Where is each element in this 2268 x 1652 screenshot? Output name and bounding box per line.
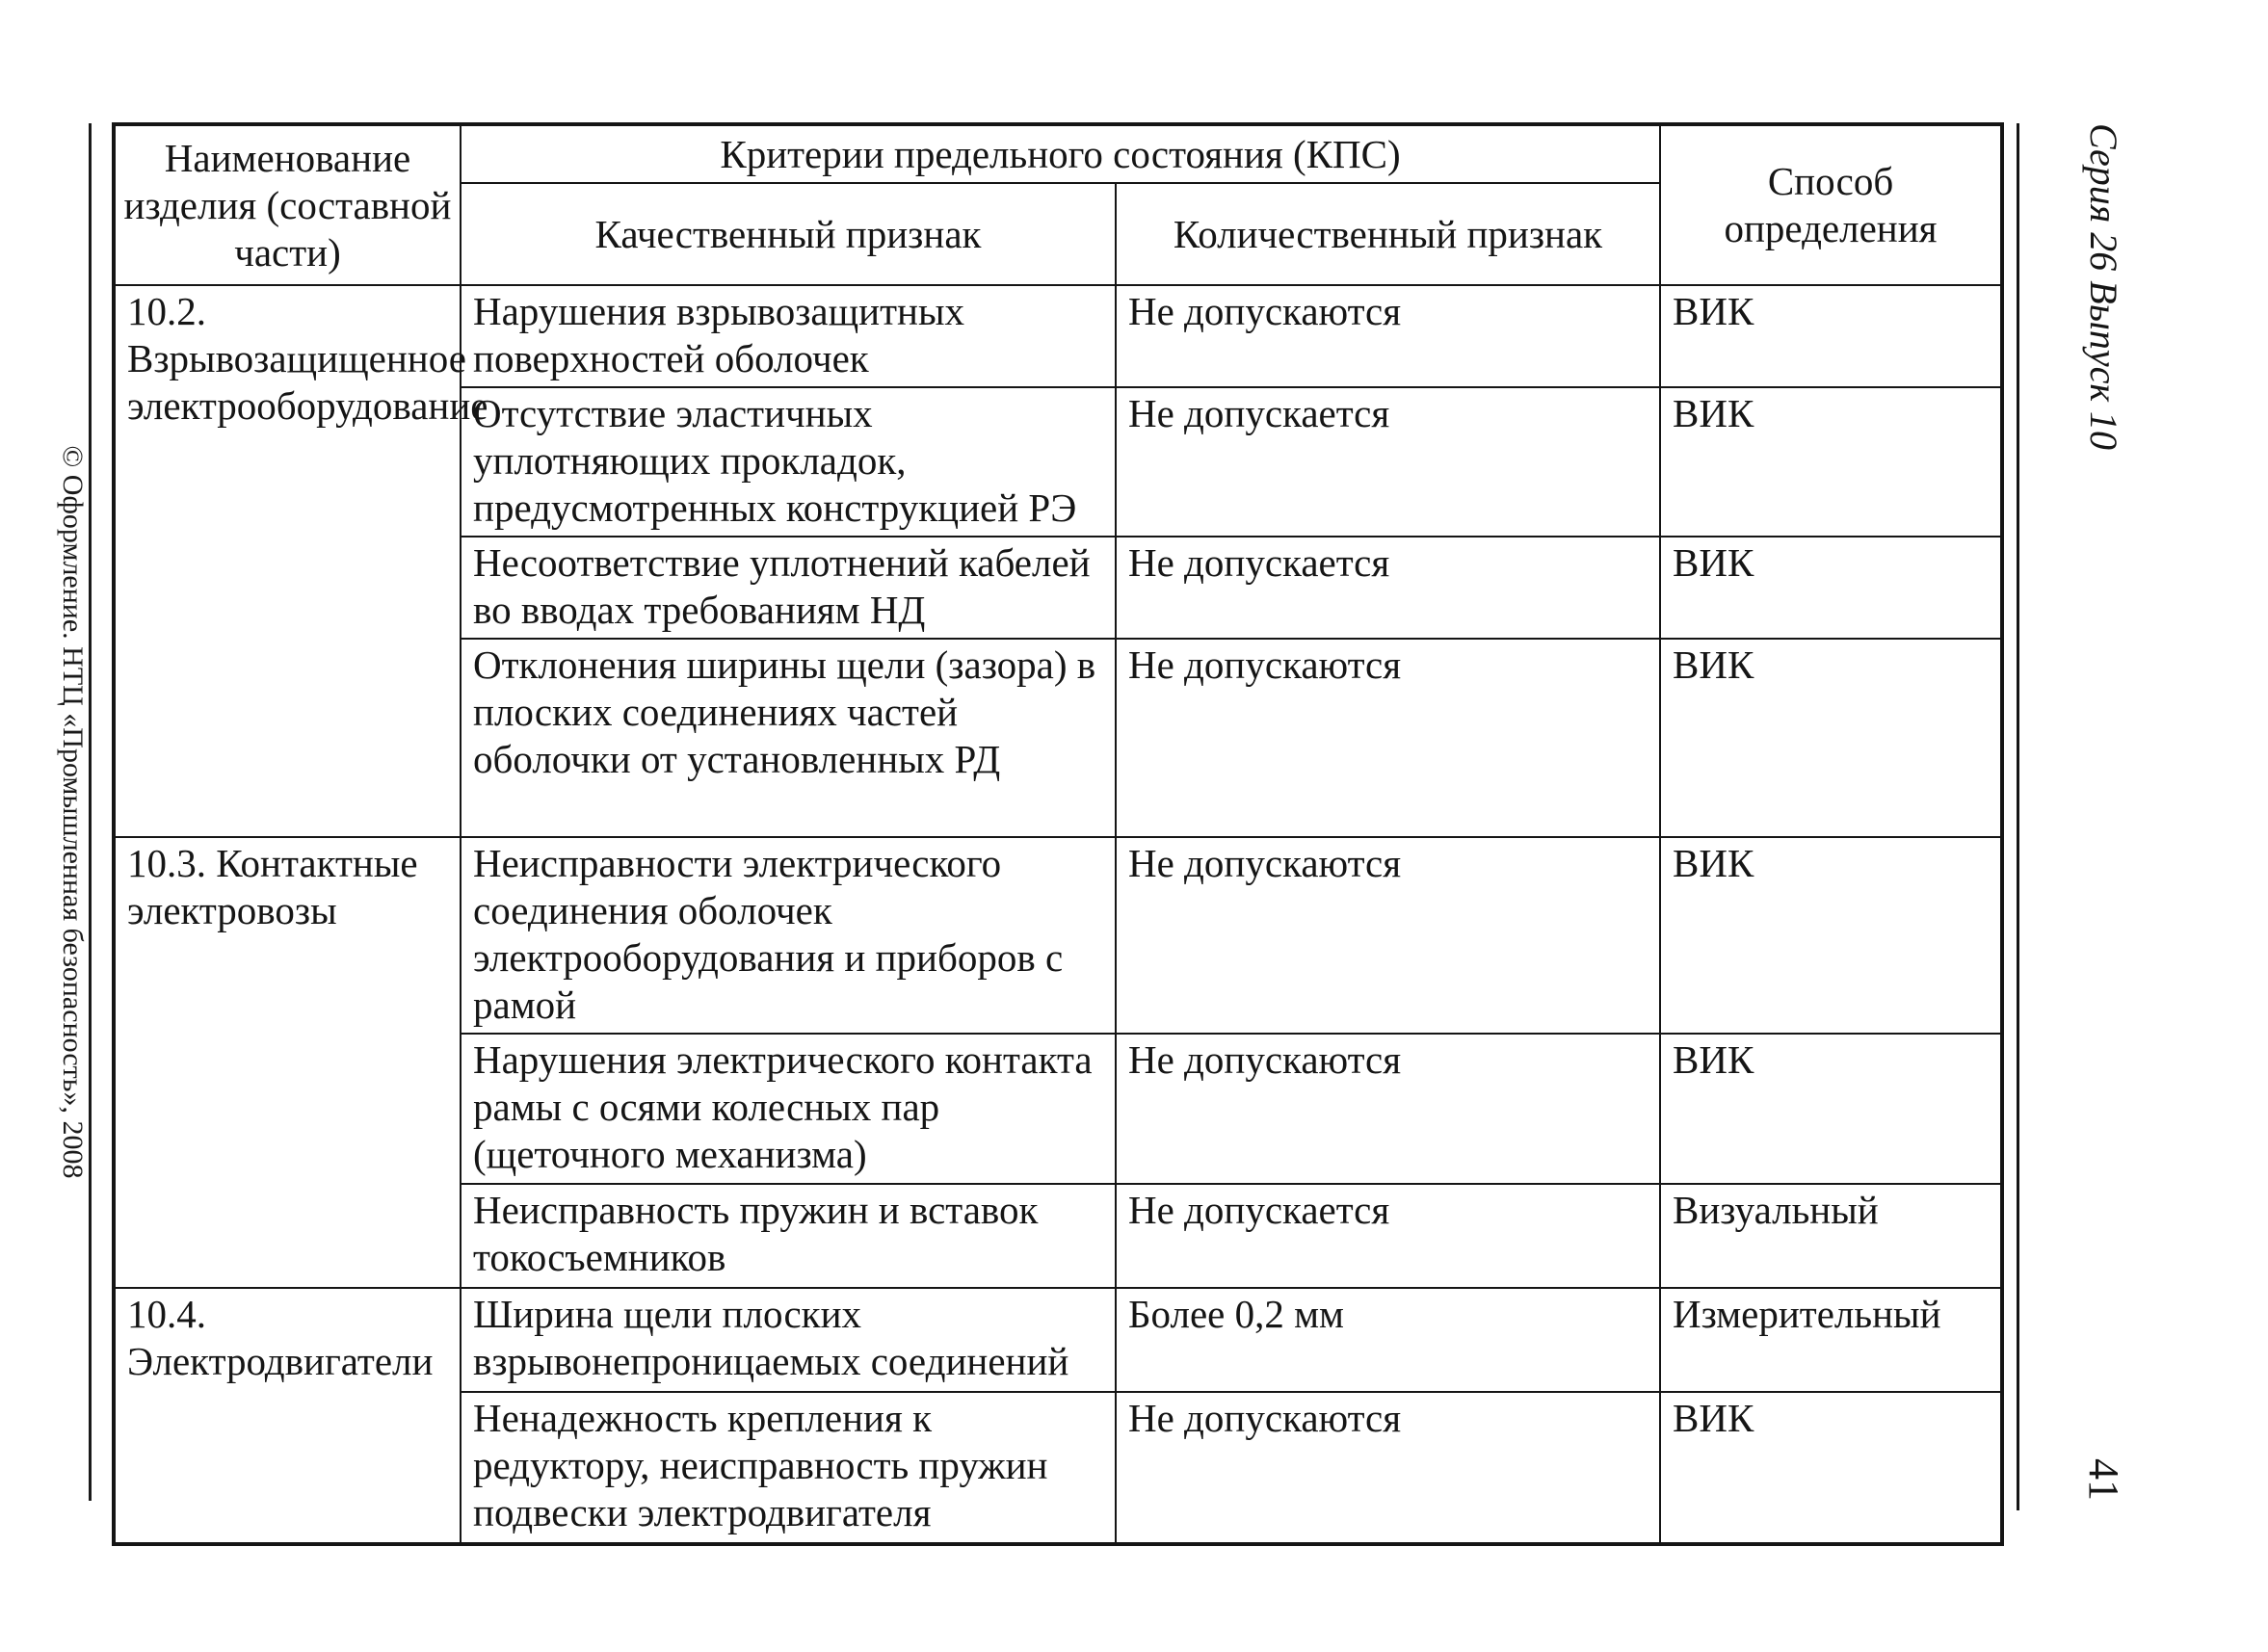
qualitative-cell: Несоответствие уплотнений кабелей во вводах требованиям НД	[461, 537, 1116, 639]
method-cell: ВИК	[1660, 387, 2002, 537]
header-item: Наименование изделия (составной части)	[114, 124, 461, 285]
qualitative-cell: Неисправности электрического соединения оболочек электрооборудования и приборов с рамой	[461, 837, 1116, 1034]
quantitative-cell: Не допускаются	[1116, 639, 1660, 837]
right-margin-rule	[2017, 123, 2019, 1510]
quantitative-cell: Не допускается	[1116, 537, 1660, 639]
left-margin-rule	[89, 123, 92, 1501]
criteria-table	[112, 122, 2004, 1546]
series-title: Серия 26 Выпуск 10	[2082, 123, 2125, 451]
series-header-vertical	[2076, 123, 2130, 1501]
method-cell: ВИК	[1660, 639, 2002, 837]
method-cell: ВИК	[1660, 1392, 2002, 1544]
table-header	[114, 124, 2002, 285]
qualitative-cell: Нарушения взрывозащитных поверхностей оболочек	[461, 285, 1116, 387]
qualitative-cell: Отсутствие эластичных уплотняющих прокладок, предусмотренных конструкцией РЭ	[461, 387, 1116, 537]
qualitative-cell: Отклонения ширины щели (зазора) в плоских соединениях частей оболочки от установленных РД	[461, 639, 1116, 837]
item-cell: 10.2. Взрывозащищенное электрооборудование	[114, 285, 461, 837]
table-row	[114, 1288, 2002, 1392]
item-cell: 10.3. Контактные электровозы	[114, 837, 461, 1288]
page-number: 41	[2080, 1458, 2127, 1501]
quantitative-cell: Не допускаются	[1116, 837, 1660, 1034]
quantitative-cell: Не допускаются	[1116, 1034, 1660, 1184]
header-criteria: Критерии предельного состояния (КПС)	[461, 124, 1660, 183]
quantitative-cell: Не допускается	[1116, 387, 1660, 537]
method-cell: ВИК	[1660, 537, 2002, 639]
qualitative-cell: Неисправность пружин и вставок токосъемников	[461, 1184, 1116, 1288]
header-qualitative: Качественный признак	[461, 183, 1116, 285]
table-row	[114, 285, 2002, 387]
qualitative-cell: Ненадежность крепления к редуктору, неисправность пружин подвески электродвигателя	[461, 1392, 1116, 1544]
method-cell: Измерительный	[1660, 1288, 2002, 1392]
header-quantitative: Количественный признак	[1116, 183, 1660, 285]
quantitative-cell: Более 0,2 мм	[1116, 1288, 1660, 1392]
method-cell: ВИК	[1660, 285, 2002, 387]
copyright-vertical-text: © Оформление. НТЦ «Промышленная безопасность», 2008	[57, 445, 89, 1179]
quantitative-cell: Не допускается	[1116, 1184, 1660, 1288]
table-row	[114, 837, 2002, 1034]
quantitative-cell: Не допускаются	[1116, 285, 1660, 387]
method-cell: ВИК	[1660, 837, 2002, 1034]
item-cell: 10.4. Электродвигатели	[114, 1288, 461, 1544]
method-cell: ВИК	[1660, 1034, 2002, 1184]
table-body	[114, 285, 2002, 1544]
qualitative-cell: Нарушения электрического контакта рамы с осями колесных пар (щеточного механизма)	[461, 1034, 1116, 1184]
header-method: Способ определения	[1660, 124, 2002, 285]
method-cell: Визуальный	[1660, 1184, 2002, 1288]
quantitative-cell: Не допускаются	[1116, 1392, 1660, 1544]
qualitative-cell: Ширина щели плоских взрывонепроницаемых соединений	[461, 1288, 1116, 1392]
